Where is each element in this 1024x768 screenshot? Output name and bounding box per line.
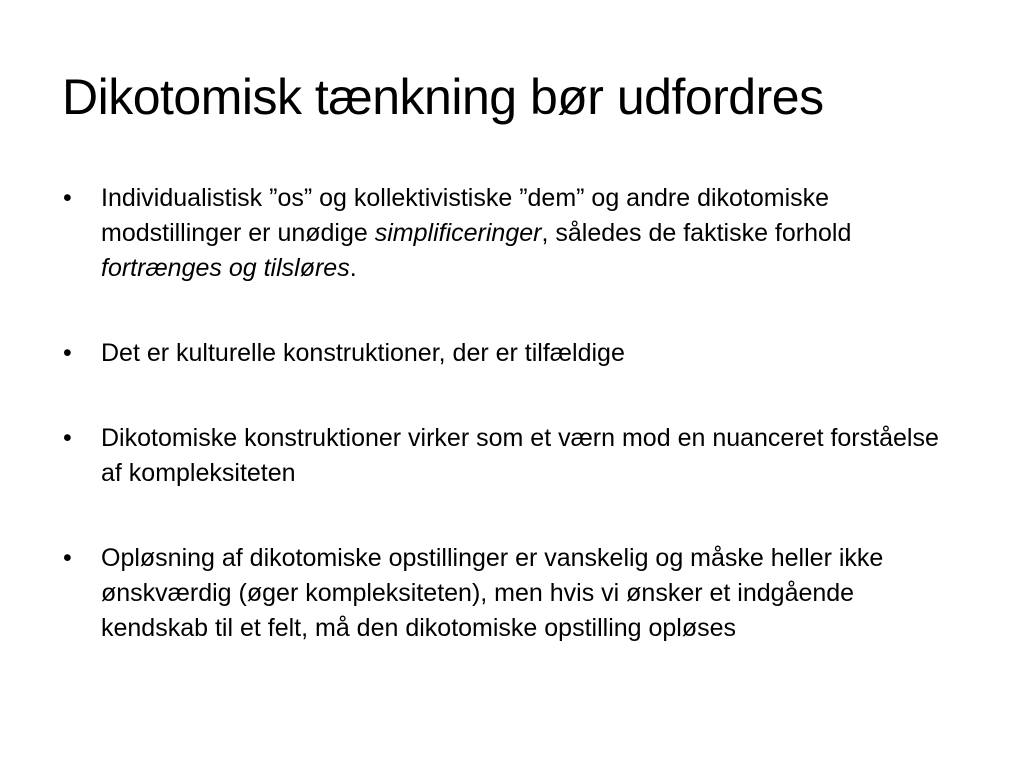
bullet-item [62, 421, 962, 491]
bullet-text-segment: Individualistisk ”os” og kollektivistiske ”dem” og andre dikotomiske modstillinger er unødige [101, 184, 830, 247]
bullet-text-segment: . [349, 254, 357, 282]
bullet-text: Opløsning af dikotomiske opstillinger er vanskelig og måske heller ikke ønskværdig (øger kompleksiteten), men hvis vi ønsker et indgående kendskab til et felt, må den dikotomiske opstilling opløses [101, 544, 884, 642]
bullet-marker: • [63, 424, 72, 452]
bullet-text-emphasis: fortrænges og tilsløres [101, 254, 350, 282]
bullet-marker: • [63, 339, 72, 367]
bullet-item [62, 181, 962, 286]
bullet-text-segment: , således de faktiske forhold [541, 219, 852, 247]
bullet-text: Det er kulturelle konstruktioner, der er tilfældige [101, 339, 625, 367]
bullet-item [62, 541, 962, 646]
bullet-item [62, 336, 962, 371]
bullet-text-emphasis: simplificeringer [374, 219, 542, 247]
bullet-marker: • [63, 544, 72, 572]
bullet-text [101, 184, 851, 282]
bullet-text: Dikotomiske konstruktioner virker som et værn mod en nuanceret forståelse af kompleksiteten [101, 424, 939, 487]
bullet-marker: • [63, 184, 72, 212]
bullet-list [62, 181, 962, 646]
slide-title: Dikotomisk tænkning bør udfordres [62, 69, 824, 125]
